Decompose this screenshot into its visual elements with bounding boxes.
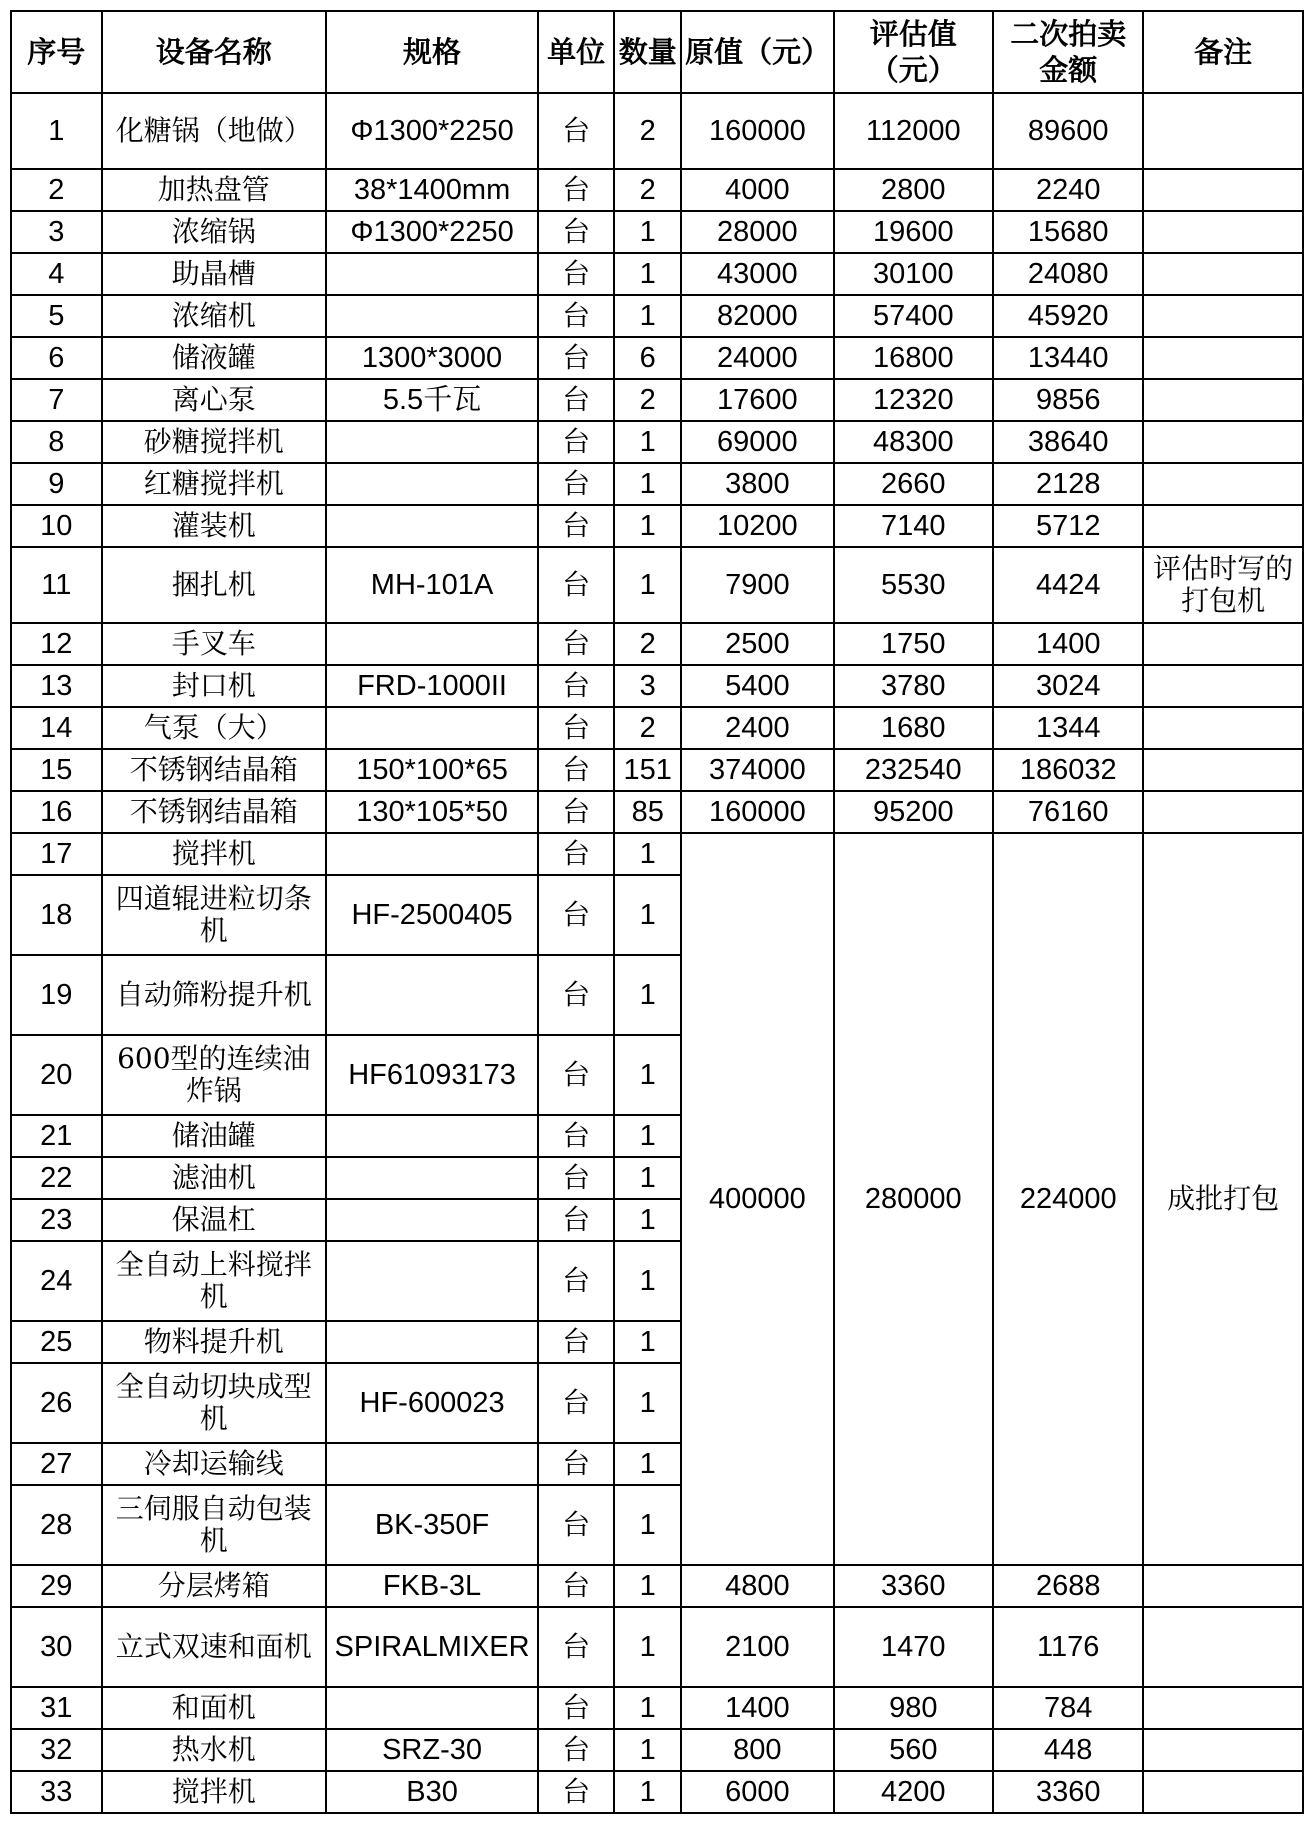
evaluated-value-cell: 95200 <box>834 791 994 833</box>
unit-cell: 台 <box>538 1771 614 1813</box>
row-no-cell: 20 <box>11 1035 102 1115</box>
qty-cell: 1 <box>614 421 681 463</box>
row-no-cell: 28 <box>11 1485 102 1565</box>
device-name-cell: 浓缩机 <box>102 295 326 337</box>
unit-cell: 台 <box>538 1199 614 1241</box>
qty-cell: 2 <box>614 623 681 665</box>
spec-cell: 1300*3000 <box>326 337 538 379</box>
device-name-cell: 热水机 <box>102 1729 326 1771</box>
row-no-cell: 22 <box>11 1157 102 1199</box>
remark-cell <box>1143 421 1303 463</box>
device-name-cell: 储液罐 <box>102 337 326 379</box>
spec-cell <box>326 1115 538 1157</box>
unit-cell: 台 <box>538 1729 614 1771</box>
row-no-cell: 5 <box>11 295 102 337</box>
auction-amount-cell: 448 <box>993 1729 1143 1771</box>
spec-cell <box>326 1443 538 1485</box>
remark-cell <box>1143 337 1303 379</box>
qty-cell: 1 <box>614 1035 681 1115</box>
original-value-cell: 1400 <box>681 1687 833 1729</box>
unit-cell: 台 <box>538 253 614 295</box>
spec-cell <box>326 505 538 547</box>
evaluated-value-cell: 1750 <box>834 623 994 665</box>
qty-cell: 3 <box>614 665 681 707</box>
col-header-unit: 单位 <box>538 11 614 93</box>
row-no-cell: 16 <box>11 791 102 833</box>
original-value-cell: 24000 <box>681 337 833 379</box>
evaluated-value-cell: 2800 <box>834 169 994 211</box>
table-row <box>11 749 1303 791</box>
original-value-cell: 3800 <box>681 463 833 505</box>
auction-amount-cell: 9856 <box>993 379 1143 421</box>
remark-cell <box>1143 749 1303 791</box>
device-name-cell: 四道辊进粒切条机 <box>102 875 326 955</box>
device-name-cell: 不锈钢结晶箱 <box>102 791 326 833</box>
spec-cell <box>326 707 538 749</box>
spec-cell <box>326 955 538 1035</box>
auction-amount-cell: 15680 <box>993 211 1143 253</box>
unit-cell: 台 <box>538 1321 614 1363</box>
remark-cell <box>1143 665 1303 707</box>
auction-amount-cell: 2688 <box>993 1565 1143 1607</box>
col-header-original-value: 原值（元） <box>681 11 833 93</box>
unit-cell: 台 <box>538 623 614 665</box>
table-row <box>11 505 1303 547</box>
device-name-cell: 滤油机 <box>102 1157 326 1199</box>
equipment-table <box>10 10 1304 1814</box>
qty-cell: 2 <box>614 169 681 211</box>
qty-cell: 1 <box>614 1199 681 1241</box>
evaluated-value-cell: 3780 <box>834 665 994 707</box>
auction-amount-cell: 89600 <box>993 93 1143 169</box>
col-header-auction-amount: 二次拍卖金额 <box>993 11 1143 93</box>
group-original-value-cell: 400000 <box>681 833 833 1565</box>
table-row <box>11 93 1303 169</box>
row-no-cell: 9 <box>11 463 102 505</box>
row-no-cell: 17 <box>11 833 102 875</box>
qty-cell: 1 <box>614 1443 681 1485</box>
spec-cell <box>326 253 538 295</box>
device-name-cell: 保温杠 <box>102 1199 326 1241</box>
original-value-cell: 4000 <box>681 169 833 211</box>
qty-cell: 1 <box>614 1115 681 1157</box>
table-row <box>11 1565 1303 1607</box>
spec-cell <box>326 1241 538 1321</box>
device-name-cell: 手叉车 <box>102 623 326 665</box>
evaluated-value-cell: 48300 <box>834 421 994 463</box>
table-row <box>11 1771 1303 1813</box>
spec-cell: 38*1400mm <box>326 169 538 211</box>
row-no-cell: 1 <box>11 93 102 169</box>
row-no-cell: 21 <box>11 1115 102 1157</box>
original-value-cell: 7900 <box>681 547 833 623</box>
unit-cell: 台 <box>538 1241 614 1321</box>
spec-cell <box>326 1321 538 1363</box>
device-name-cell: 加热盘管 <box>102 169 326 211</box>
unit-cell: 台 <box>538 505 614 547</box>
table-row <box>11 295 1303 337</box>
qty-cell: 6 <box>614 337 681 379</box>
auction-amount-cell: 4424 <box>993 547 1143 623</box>
table-row <box>11 463 1303 505</box>
evaluated-value-cell: 112000 <box>834 93 994 169</box>
row-no-cell: 24 <box>11 1241 102 1321</box>
original-value-cell: 374000 <box>681 749 833 791</box>
evaluated-value-cell: 4200 <box>834 1771 994 1813</box>
unit-cell: 台 <box>538 955 614 1035</box>
row-no-cell: 32 <box>11 1729 102 1771</box>
qty-cell: 151 <box>614 749 681 791</box>
auction-amount-cell: 5712 <box>993 505 1143 547</box>
row-no-cell: 19 <box>11 955 102 1035</box>
auction-amount-cell: 1344 <box>993 707 1143 749</box>
evaluated-value-cell: 19600 <box>834 211 994 253</box>
evaluated-value-cell: 57400 <box>834 295 994 337</box>
qty-cell: 1 <box>614 463 681 505</box>
unit-cell: 台 <box>538 1485 614 1565</box>
col-header-spec: 规格 <box>326 11 538 93</box>
spec-cell <box>326 421 538 463</box>
row-no-cell: 4 <box>11 253 102 295</box>
original-value-cell: 2100 <box>681 1607 833 1687</box>
remark-cell <box>1143 1729 1303 1771</box>
unit-cell: 台 <box>538 463 614 505</box>
spec-cell: 130*105*50 <box>326 791 538 833</box>
spec-cell: Φ1300*2250 <box>326 93 538 169</box>
qty-cell: 1 <box>614 833 681 875</box>
original-value-cell: 2500 <box>681 623 833 665</box>
device-name-cell: 全自动切块成型机 <box>102 1363 326 1443</box>
auction-amount-cell: 2128 <box>993 463 1143 505</box>
qty-cell: 85 <box>614 791 681 833</box>
unit-cell: 台 <box>538 1157 614 1199</box>
table-row <box>11 1687 1303 1729</box>
device-name-cell: 砂糖搅拌机 <box>102 421 326 463</box>
spec-cell <box>326 1687 538 1729</box>
evaluated-value-cell: 7140 <box>834 505 994 547</box>
remark-cell <box>1143 463 1303 505</box>
table-row <box>11 623 1303 665</box>
original-value-cell: 10200 <box>681 505 833 547</box>
device-name-cell: 自动筛粉提升机 <box>102 955 326 1035</box>
unit-cell: 台 <box>538 337 614 379</box>
table-row <box>11 665 1303 707</box>
evaluated-value-cell: 16800 <box>834 337 994 379</box>
row-no-cell: 6 <box>11 337 102 379</box>
row-no-cell: 25 <box>11 1321 102 1363</box>
unit-cell: 台 <box>538 875 614 955</box>
auction-amount-cell: 784 <box>993 1687 1143 1729</box>
row-no-cell: 23 <box>11 1199 102 1241</box>
remark-cell <box>1143 1687 1303 1729</box>
remark-cell <box>1143 1771 1303 1813</box>
table-row <box>11 253 1303 295</box>
unit-cell: 台 <box>538 379 614 421</box>
table-row <box>11 1729 1303 1771</box>
remark-cell <box>1143 505 1303 547</box>
device-name-cell: 和面机 <box>102 1687 326 1729</box>
spec-cell: SPIRALMIXER <box>326 1607 538 1687</box>
qty-cell: 1 <box>614 1241 681 1321</box>
spec-cell: 150*100*65 <box>326 749 538 791</box>
col-header-remark: 备注 <box>1143 11 1303 93</box>
row-no-cell: 30 <box>11 1607 102 1687</box>
header-row <box>11 11 1303 93</box>
auction-amount-cell: 76160 <box>993 791 1143 833</box>
original-value-cell: 6000 <box>681 1771 833 1813</box>
auction-amount-cell: 3360 <box>993 1771 1143 1813</box>
evaluated-value-cell: 5530 <box>834 547 994 623</box>
evaluated-value-cell: 1470 <box>834 1607 994 1687</box>
group-evaluated-value-cell: 280000 <box>834 833 994 1565</box>
table-row <box>11 1607 1303 1687</box>
row-no-cell: 29 <box>11 1565 102 1607</box>
table-row <box>11 211 1303 253</box>
original-value-cell: 160000 <box>681 93 833 169</box>
qty-cell: 1 <box>614 1321 681 1363</box>
device-name-cell: 搅拌机 <box>102 833 326 875</box>
col-header-name: 设备名称 <box>102 11 326 93</box>
auction-amount-cell: 13440 <box>993 337 1143 379</box>
qty-cell: 1 <box>614 1771 681 1813</box>
remark-cell <box>1143 93 1303 169</box>
remark-cell <box>1143 707 1303 749</box>
table-row <box>11 337 1303 379</box>
device-name-cell: 储油罐 <box>102 1115 326 1157</box>
evaluated-value-cell: 3360 <box>834 1565 994 1607</box>
evaluated-value-cell: 980 <box>834 1687 994 1729</box>
group-remark-cell: 成批打包 <box>1143 833 1303 1565</box>
original-value-cell: 800 <box>681 1729 833 1771</box>
evaluated-value-cell: 12320 <box>834 379 994 421</box>
auction-amount-cell: 1176 <box>993 1607 1143 1687</box>
spec-cell <box>326 623 538 665</box>
auction-amount-cell: 1400 <box>993 623 1143 665</box>
spec-cell <box>326 1199 538 1241</box>
row-no-cell: 26 <box>11 1363 102 1443</box>
row-no-cell: 18 <box>11 875 102 955</box>
device-name-cell: 全自动上料搅拌机 <box>102 1241 326 1321</box>
unit-cell: 台 <box>538 665 614 707</box>
row-no-cell: 13 <box>11 665 102 707</box>
row-no-cell: 7 <box>11 379 102 421</box>
table-row <box>11 379 1303 421</box>
unit-cell: 台 <box>538 1687 614 1729</box>
spec-cell: FRD-1000II <box>326 665 538 707</box>
remark-cell <box>1143 791 1303 833</box>
unit-cell: 台 <box>538 791 614 833</box>
qty-cell: 1 <box>614 505 681 547</box>
remark-cell <box>1143 169 1303 211</box>
spec-cell: MH-101A <box>326 547 538 623</box>
auction-amount-cell: 3024 <box>993 665 1143 707</box>
qty-cell: 1 <box>614 547 681 623</box>
qty-cell: 1 <box>614 1607 681 1687</box>
remark-cell <box>1143 1565 1303 1607</box>
qty-cell: 1 <box>614 211 681 253</box>
qty-cell: 1 <box>614 955 681 1035</box>
original-value-cell: 69000 <box>681 421 833 463</box>
remark-cell <box>1143 1607 1303 1687</box>
qty-cell: 1 <box>614 1157 681 1199</box>
original-value-cell: 5400 <box>681 665 833 707</box>
unit-cell: 台 <box>538 295 614 337</box>
auction-amount-cell: 45920 <box>993 295 1143 337</box>
device-name-cell: 封口机 <box>102 665 326 707</box>
table-row <box>11 169 1303 211</box>
qty-cell: 1 <box>614 875 681 955</box>
original-value-cell: 17600 <box>681 379 833 421</box>
unit-cell: 台 <box>538 1443 614 1485</box>
device-name-cell: 冷却运输线 <box>102 1443 326 1485</box>
auction-amount-cell: 38640 <box>993 421 1143 463</box>
remark-cell <box>1143 379 1303 421</box>
spec-cell: BK-350F <box>326 1485 538 1565</box>
spec-cell <box>326 295 538 337</box>
qty-cell: 1 <box>614 295 681 337</box>
row-no-cell: 2 <box>11 169 102 211</box>
original-value-cell: 43000 <box>681 253 833 295</box>
qty-cell: 2 <box>614 93 681 169</box>
unit-cell: 台 <box>538 707 614 749</box>
row-no-cell: 15 <box>11 749 102 791</box>
unit-cell: 台 <box>538 749 614 791</box>
device-name-cell: 浓缩锅 <box>102 211 326 253</box>
table-row <box>11 791 1303 833</box>
device-name-cell: 分层烤箱 <box>102 1565 326 1607</box>
row-no-cell: 8 <box>11 421 102 463</box>
col-header-qty: 数量 <box>614 11 681 93</box>
row-no-cell: 12 <box>11 623 102 665</box>
qty-cell: 1 <box>614 1729 681 1771</box>
original-value-cell: 160000 <box>681 791 833 833</box>
row-no-cell: 31 <box>11 1687 102 1729</box>
device-name-cell: 气泵（大） <box>102 707 326 749</box>
device-name-cell: 600型的连续油炸锅 <box>102 1035 326 1115</box>
device-name-cell: 灌装机 <box>102 505 326 547</box>
device-name-cell: 离心泵 <box>102 379 326 421</box>
remark-cell: 评估时写的打包机 <box>1143 547 1303 623</box>
unit-cell: 台 <box>538 93 614 169</box>
original-value-cell: 82000 <box>681 295 833 337</box>
unit-cell: 台 <box>538 1035 614 1115</box>
spec-cell: SRZ-30 <box>326 1729 538 1771</box>
spec-cell: HF-2500405 <box>326 875 538 955</box>
device-name-cell: 化糖锅（地做） <box>102 93 326 169</box>
spec-cell <box>326 833 538 875</box>
spec-cell: 5.5千瓦 <box>326 379 538 421</box>
evaluated-value-cell: 2660 <box>834 463 994 505</box>
qty-cell: 1 <box>614 253 681 295</box>
device-name-cell: 立式双速和面机 <box>102 1607 326 1687</box>
auction-amount-cell: 24080 <box>993 253 1143 295</box>
unit-cell: 台 <box>538 169 614 211</box>
unit-cell: 台 <box>538 833 614 875</box>
row-no-cell: 10 <box>11 505 102 547</box>
unit-cell: 台 <box>538 1115 614 1157</box>
remark-cell <box>1143 295 1303 337</box>
auction-amount-cell: 2240 <box>993 169 1143 211</box>
device-name-cell: 助晶槽 <box>102 253 326 295</box>
row-no-cell: 11 <box>11 547 102 623</box>
table-row <box>11 833 1303 875</box>
auction-amount-cell: 186032 <box>993 749 1143 791</box>
row-no-cell: 14 <box>11 707 102 749</box>
unit-cell: 台 <box>538 1363 614 1443</box>
spec-cell: HF-600023 <box>326 1363 538 1443</box>
spec-cell: B30 <box>326 1771 538 1813</box>
unit-cell: 台 <box>538 547 614 623</box>
qty-cell: 1 <box>614 1687 681 1729</box>
spec-cell: Φ1300*2250 <box>326 211 538 253</box>
unit-cell: 台 <box>538 1565 614 1607</box>
col-header-no: 序号 <box>11 11 102 93</box>
original-value-cell: 2400 <box>681 707 833 749</box>
remark-cell <box>1143 623 1303 665</box>
evaluated-value-cell: 1680 <box>834 707 994 749</box>
remark-cell <box>1143 211 1303 253</box>
qty-cell: 1 <box>614 1363 681 1443</box>
row-no-cell: 33 <box>11 1771 102 1813</box>
table-row <box>11 707 1303 749</box>
original-value-cell: 4800 <box>681 1565 833 1607</box>
evaluated-value-cell: 30100 <box>834 253 994 295</box>
device-name-cell: 三伺服自动包装机 <box>102 1485 326 1565</box>
remark-cell <box>1143 253 1303 295</box>
qty-cell: 1 <box>614 1485 681 1565</box>
device-name-cell: 搅拌机 <box>102 1771 326 1813</box>
device-name-cell: 物料提升机 <box>102 1321 326 1363</box>
row-no-cell: 27 <box>11 1443 102 1485</box>
spec-cell: FKB-3L <box>326 1565 538 1607</box>
original-value-cell: 28000 <box>681 211 833 253</box>
qty-cell: 1 <box>614 1565 681 1607</box>
device-name-cell: 捆扎机 <box>102 547 326 623</box>
device-name-cell: 不锈钢结晶箱 <box>102 749 326 791</box>
qty-cell: 2 <box>614 707 681 749</box>
qty-cell: 2 <box>614 379 681 421</box>
spec-cell: HF61093173 <box>326 1035 538 1115</box>
table-row <box>11 547 1303 623</box>
unit-cell: 台 <box>538 211 614 253</box>
col-header-evaluated-value: 评估值（元） <box>834 11 994 93</box>
unit-cell: 台 <box>538 1607 614 1687</box>
unit-cell: 台 <box>538 421 614 463</box>
group-auction-amount-cell: 224000 <box>993 833 1143 1565</box>
evaluated-value-cell: 232540 <box>834 749 994 791</box>
device-name-cell: 红糖搅拌机 <box>102 463 326 505</box>
spec-cell <box>326 1157 538 1199</box>
evaluated-value-cell: 560 <box>834 1729 994 1771</box>
spec-cell <box>326 463 538 505</box>
row-no-cell: 3 <box>11 211 102 253</box>
table-row <box>11 421 1303 463</box>
